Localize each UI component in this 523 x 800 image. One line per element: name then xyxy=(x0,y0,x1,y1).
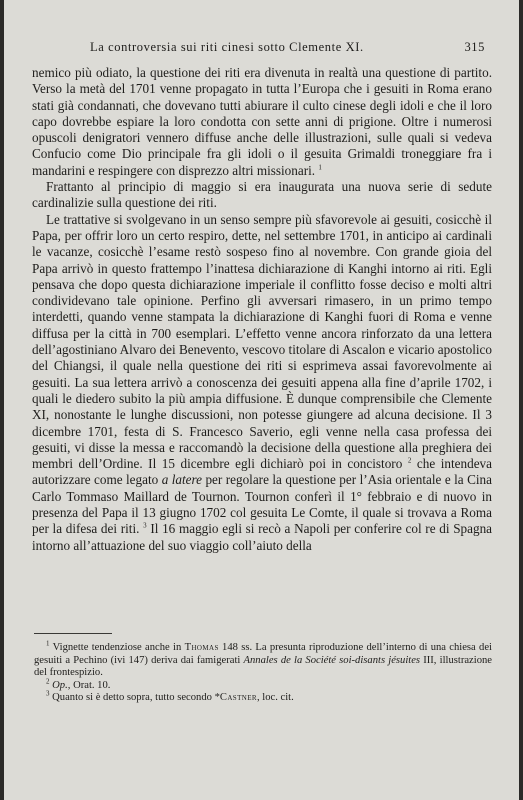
italic-phrase: a latere xyxy=(161,472,202,488)
footnote-1-title: Annales de la Société soi-disants jésuites xyxy=(243,654,421,666)
footnote-ref-1: 1 xyxy=(318,163,322,172)
footnote-3-mark: 3 xyxy=(46,689,50,698)
paragraph-2: Frattanto al principio di maggio si era inaugurata una nuova serie di sedute cardinalizie sulla questione dei riti. xyxy=(32,179,492,211)
footnotes xyxy=(34,639,492,705)
footnote-2 xyxy=(34,677,492,693)
paragraph-3-text-a: Le trattative si svolgevano in un senso sempre più sfavorevole ai gesuiti, cosicchè il Papa, per offrir loro un certo respiro, dette, nel settembre 1701, in anticipo ai cardinali le vacanze, cosicchè l’esame restò sospeso fino al novembre. Con grande gioia del Papa arrivò in questo frattempo l’inattesa dichiarazione di Kanghi intorno ai riti. Egli pensava che dopo questa dichiarazione imperiale il conflitto fosse deciso e molti altri condividevano tale opinione. Perfino gli avversari rimasero, in un primo tempo interdetti, quando venne stampata la dichiarazione di Kanghi fuori di Roma e venne diffusa per la città in 700 esemplari. L’effetto venne ancora rinforzato da una lettera dell’agostiniano Alvaro dei Benevento, vescovo titolare di Ascalon e vicario apostolico del Chiangsi, il quale nella questione dei riti si esprimeva assai favorevolmente ai gesuiti. La sua lettera arrivò a conoscenza dei gesuiti appena alla fine d’aprile 1702, i quali le diedero subito la più ampia diffusione. È dunque comprensibile che Clemente XI, nonostante le lunghe discussioni, non potesse giungere ad alcuna decisione. Il 3 dicembre 1701, festa di S. Francesco Saverio, egli venne nella casa professa dei gesuiti, vi disse la messa e raccomandò la decisione della questione alla preghiera dei membri dell’Ordine. Il 15 dicembre egli dichiarò poi in concistoro xyxy=(32,211,492,472)
paragraph-3 xyxy=(32,212,492,554)
book-page xyxy=(4,0,519,800)
footnote-1 xyxy=(34,639,492,680)
page-number: 315 xyxy=(464,40,485,54)
footnote-divider xyxy=(34,633,112,634)
footnote-1-text-b: 148 ss. La presunta riproduzione dell’interno di una chiesa dei gesuiti a Pechino (ivi 147) deriva dai famigerati xyxy=(34,642,492,666)
footnote-1-text-a: Vignette tendenziose anche in xyxy=(52,642,182,653)
footnote-1-mark: 1 xyxy=(46,639,50,648)
footnote-3-text-a: Quanto si è detto sopra, tutto secondo * xyxy=(52,692,220,704)
footnote-ref-3: 3 xyxy=(143,521,147,530)
paragraph-1-text: nemico più odiato, la questione dei riti era divenuta in realtà una questione di partito. Verso la metà del 1701 venne propagato in tutta l’Europa che i gesuiti in Roma erano stati già condannati, che dovevano tutti abiurare il culto cinese degli idoli e che il loro capo dovrebbe espiare la loro condotta con sette anni di prigione. Oltre i numerosi opuscoli denigratori vennero diffuse anche delle illustrazioni, sulle quali si vedeva Confucio come Dio principale fra gli idoli o il gesuita Grimaldi troneggiare fra i mandarini e respingere con disprezzo altri missionari. xyxy=(32,65,492,178)
footnote-3-author: Castner xyxy=(219,692,257,704)
paragraph-3-text-b: che intendeva autorizzare come legato xyxy=(32,456,492,488)
footnote-2-text: Orat. 10. xyxy=(73,679,111,691)
running-header xyxy=(4,40,519,58)
running-title: La controversia sui riti cinesi sotto Clemente XI. xyxy=(90,40,364,54)
footnote-2-mark: 2 xyxy=(46,677,50,686)
footnote-1-text-c: III, illustrazione del frontespizio. xyxy=(34,654,492,679)
footnote-3-text-b: , loc. cit. xyxy=(256,692,294,704)
footnote-ref-2: 2 xyxy=(407,456,412,465)
paragraph-1 xyxy=(32,65,492,179)
footnote-1-author: Thomas xyxy=(184,642,219,653)
footnote-2-title: Op., xyxy=(52,679,71,691)
paragraph-3-text-d: Il 16 maggio egli si recò a Napoli per conferire col re di Spagna intorno all’attuazione del suo viaggio coll’aiuto della xyxy=(32,521,493,553)
footnote-3 xyxy=(34,689,492,705)
paragraph-3-text-c: per regolare la questione per l’Asia orientale e la Cina Carlo Tommaso Maillard de Tournon. Tournon conferì il 1° febbraio e di nuovo in presenza del Papa il 13 giugno 1702 col gesuita Le Comte, il quale si trovava a Roma per la difesa dei riti. xyxy=(32,472,492,537)
body-text xyxy=(32,65,492,554)
